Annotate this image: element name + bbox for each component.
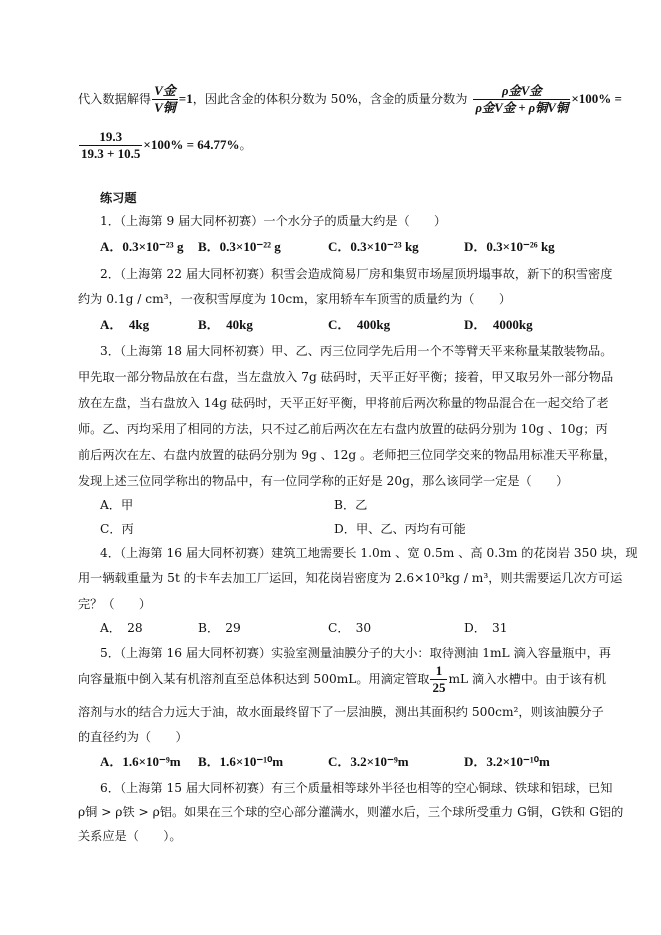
intro-line-2 xyxy=(78,130,252,161)
option-d: D．甲、乙、丙均有可能 xyxy=(334,522,466,536)
intro-line-1 xyxy=(78,84,622,115)
option-d: D．3.2×10⁻¹⁰m xyxy=(464,754,550,769)
question-3-line-2: 甲先取一部分物品放在右盘，当左盘放入 7g 砝码时，天平正好平衡；接着，甲又取另外一部分物品 xyxy=(78,370,614,384)
fraction-denominator: V铜 xyxy=(154,100,176,115)
option-b: B．乙 xyxy=(334,498,368,512)
fraction-numerator: V金 xyxy=(154,83,176,98)
section-title: 练习题 xyxy=(100,191,137,205)
fraction-denominator: 19.3 + 10.5 xyxy=(81,146,141,161)
mass-fraction-tail: ×100% = xyxy=(571,91,622,106)
question-5-line-4: 的直径约为（ ） xyxy=(78,730,188,744)
option-d: D．0.3×10⁻²⁶ kg xyxy=(464,239,555,254)
option-d: D． 4000kg xyxy=(464,317,533,332)
intro-text: 代入数据解得 xyxy=(78,92,152,106)
option-c: C． 400kg xyxy=(328,317,391,332)
question-1-line-1: 1．（上海第 9 届大同杯初赛）一个水分子的质量大约是（ ） xyxy=(100,214,447,228)
question-3-line-3: 放在左盘，当右盘放入 14g 砝码时，天平正好平衡，甲将前后两次称量的物品混合在一起交给了老 xyxy=(78,396,609,410)
question-2-line-2: 约为 0.1g / cm³，一夜积雪厚度为 10cm，家用轿车车顶雪的质量约为（ ） xyxy=(78,292,512,306)
volume-ratio-fraction xyxy=(152,84,178,115)
calc-fraction xyxy=(79,130,142,161)
ratio-value: =1 xyxy=(178,91,193,106)
option-c: C． 30 xyxy=(328,621,372,635)
question-2-line-1: 2．（上海第 22 届大同杯初赛）积雪会造成简易厂房和集贸市场屋顶坍塌事故，新下的积雪密度 xyxy=(100,267,613,281)
question-5-line-2 xyxy=(78,664,606,695)
mass-fraction xyxy=(473,84,570,115)
calc-result: ×100% = 64.77% xyxy=(143,137,240,152)
question-3-line-5: 前后两次在左、右盘内放置的砝码分别为 9g 、12g 。老师把三位同学交来的物品用标准天平称量， xyxy=(78,448,616,462)
dropper-fraction xyxy=(430,664,447,695)
option-a: A． 28 xyxy=(100,621,143,635)
question-5-line-1: 5．（上海第 16 届大同杯初赛）实验室测量油膜分子的大小：取待测油 1mL 滴入容量瓶中，再 xyxy=(100,646,611,660)
question-6-line-2: ρ铜 > ρ铁 > ρ铝。如果在三个球的空心部分灌满水，则灌水后，三个球所受重力 G铜，G铁和 G铝的 xyxy=(78,805,624,819)
fraction-denominator: 25 xyxy=(432,680,446,695)
option-a: A．甲 xyxy=(100,498,134,512)
option-c: C．0.3×10⁻²³ kg xyxy=(328,239,419,254)
option-c: C．丙 xyxy=(100,522,134,536)
fraction-numerator: ρ金V金 xyxy=(502,84,542,98)
question-3-line-6: 发现上述三位同学称出的物品中，有一位同学称的正好是 20g，那么该同学一定是（ ） xyxy=(78,474,569,488)
fraction-denominator: ρ金V金 + ρ铜V铜 xyxy=(475,101,569,115)
question-5-line-3: 溶剂与水的结合力远大于油，故水面最终留下了一层油膜，测出其面积约 500cm²，则该油膜分子 xyxy=(78,705,604,719)
question-3-line-1: 3．（上海第 18 届大同杯初赛）甲、乙、丙三位同学先后用一个不等臂天平来称量某散装物品。 xyxy=(100,344,613,358)
question-4-line-1: 4．（上海第 16 届大同杯初赛）建筑工地需要长 1.0m 、宽 0.5m 、高 0.3m 的花岗岩 350 块，现 xyxy=(100,546,638,560)
option-b: B． 40kg xyxy=(198,317,253,332)
fraction-numerator: 1 xyxy=(435,663,443,678)
line-text: mL 滴入水槽中。由于该有机 xyxy=(448,672,607,686)
option-b: B． 29 xyxy=(198,621,241,635)
question-4-line-3: 完？（ ） xyxy=(78,597,152,611)
option-a: A．0.3×10⁻²³ g xyxy=(100,239,184,254)
calc-end: 。 xyxy=(239,138,252,152)
option-d: D． 31 xyxy=(464,621,508,635)
fraction-numerator: 19.3 xyxy=(99,129,123,144)
question-6-line-3: 关系应是（ ）。 xyxy=(78,829,182,843)
question-3-line-4: 师。乙、丙均采用了相同的方法，只不过乙前后两次在左右盘内放置的砝码分别为 10g 、10g；丙 xyxy=(78,422,608,436)
option-b: B．0.3×10⁻²² g xyxy=(198,239,281,254)
option-b: B．1.6×10⁻¹⁰m xyxy=(198,754,284,769)
line-text: 向容量瓶中倒入某有机溶剂直至总体积达到 500mL。用滴定管取 xyxy=(78,672,430,686)
option-a: A． 4kg xyxy=(100,317,150,332)
question-6-line-1: 6．（上海第 15 届大同杯初赛）有三个质量相等球外半径也相等的空心铜球、铁球和铝球，已知 xyxy=(100,781,613,795)
intro-mid-text: ，因此含金的体积分数为 50%，含金的质量分数为 xyxy=(192,92,468,106)
option-a: A．1.6×10⁻⁹m xyxy=(100,754,181,769)
question-4-line-2: 用一辆载重量为 5t 的卡车去加工厂运回，知花岗岩密度为 2.6×10³kg / m³，则共需要运几次方可运 xyxy=(78,571,623,585)
option-c: C．3.2×10⁻⁹m xyxy=(328,754,409,769)
